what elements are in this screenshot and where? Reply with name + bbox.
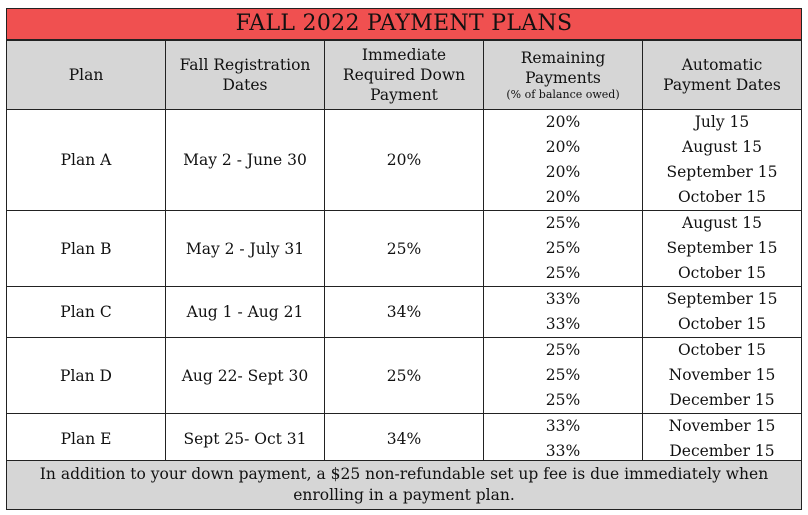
down-payment-cell: 34% — [325, 287, 484, 338]
header-down-line3: Payment — [370, 86, 438, 104]
remaining-payment-value: 33% — [545, 315, 581, 333]
footer-note — [7, 460, 801, 509]
header-remaining-line1: Remaining — [520, 49, 606, 67]
automatic-payment-date: July 15 — [694, 113, 750, 131]
automatic-dates-cell — [643, 338, 802, 414]
remaining-payment-value: 25% — [545, 264, 581, 282]
automatic-dates-cell — [643, 287, 802, 338]
header-down-payment — [325, 41, 484, 110]
plan-name-cell: Plan A — [7, 110, 166, 211]
header-registration-dates — [166, 41, 325, 110]
remaining-payment-value: 20% — [545, 163, 581, 181]
table-row — [7, 338, 801, 414]
table-row — [7, 110, 801, 211]
automatic-dates-cell — [643, 110, 802, 211]
automatic-payment-date: December 15 — [669, 391, 775, 409]
automatic-payment-date: November 15 — [668, 366, 776, 384]
plan-rows — [7, 110, 801, 465]
automatic-payment-date: September 15 — [666, 163, 778, 181]
registration-dates-cell: Aug 22- Sept 30 — [166, 338, 325, 414]
table-row — [7, 414, 801, 465]
automatic-payment-date: October 15 — [677, 188, 767, 206]
remaining-payment-value: 25% — [545, 391, 581, 409]
payment-plans-table-container — [6, 8, 802, 510]
remaining-payment-value: 20% — [545, 188, 581, 206]
header-remaining-sub: (% of balance owed) — [506, 88, 620, 101]
remaining-payments-cell — [484, 110, 643, 211]
header-remaining-payments — [484, 41, 643, 110]
down-payment-cell: 20% — [325, 110, 484, 211]
automatic-payment-date: September 15 — [666, 239, 778, 257]
remaining-payment-value: 33% — [545, 442, 581, 460]
remaining-payment-value: 20% — [545, 138, 581, 156]
header-registration-line2: Dates — [222, 76, 268, 94]
automatic-payment-date: October 15 — [677, 264, 767, 282]
registration-dates-cell: May 2 - June 30 — [166, 110, 325, 211]
automatic-payment-date: October 15 — [677, 315, 767, 333]
remaining-payments-cell — [484, 414, 643, 465]
remaining-payments-cell — [484, 287, 643, 338]
remaining-payments-cell — [484, 338, 643, 414]
header-down-line2: Required Down — [342, 66, 466, 84]
plan-name-cell: Plan C — [7, 287, 166, 338]
remaining-payment-value: 20% — [545, 113, 581, 131]
header-remaining-line2: Payments — [525, 69, 601, 87]
header-automatic-dates — [643, 41, 802, 110]
automatic-payment-date: October 15 — [677, 341, 767, 359]
header-plan — [7, 41, 166, 110]
header-auto-line1: Automatic — [681, 56, 763, 74]
automatic-dates-cell — [643, 211, 802, 287]
remaining-payment-value: 33% — [545, 290, 581, 308]
registration-dates-cell: Aug 1 - Aug 21 — [166, 287, 325, 338]
table-row — [7, 287, 801, 338]
header-row — [7, 41, 801, 110]
table-row — [7, 211, 801, 287]
remaining-payment-value: 25% — [545, 214, 581, 232]
header-auto-line2: Payment Dates — [663, 76, 781, 94]
automatic-dates-cell — [643, 414, 802, 465]
remaining-payment-value: 25% — [545, 366, 581, 384]
down-payment-cell: 25% — [325, 338, 484, 414]
automatic-payment-date: August 15 — [682, 138, 762, 156]
automatic-payment-date: September 15 — [666, 290, 778, 308]
down-payment-cell: 25% — [325, 211, 484, 287]
header-registration-line1: Fall Registration — [179, 56, 311, 74]
automatic-payment-date: November 15 — [668, 417, 776, 435]
header-down-line1: Immediate — [361, 46, 447, 64]
down-payment-cell: 34% — [325, 414, 484, 465]
payment-plans-table — [7, 40, 801, 465]
remaining-payment-value: 33% — [545, 417, 581, 435]
automatic-payment-date: December 15 — [669, 442, 775, 460]
header-plan-label: Plan — [68, 66, 104, 84]
footer-line1: In addition to your down payment, a $25 non-refundable set up fee is due immediately when — [39, 465, 769, 483]
footer-line2: enrolling in a payment plan. — [293, 486, 515, 504]
plan-name-cell: Plan D — [7, 338, 166, 414]
plan-name-cell: Plan B — [7, 211, 166, 287]
registration-dates-cell: Sept 25- Oct 31 — [166, 414, 325, 465]
remaining-payments-cell — [484, 211, 643, 287]
table-title: FALL 2022 PAYMENT PLANS — [7, 9, 801, 40]
automatic-payment-date: August 15 — [682, 214, 762, 232]
remaining-payment-value: 25% — [545, 239, 581, 257]
registration-dates-cell: May 2 - July 31 — [166, 211, 325, 287]
plan-name-cell: Plan E — [7, 414, 166, 465]
remaining-payment-value: 25% — [545, 341, 581, 359]
